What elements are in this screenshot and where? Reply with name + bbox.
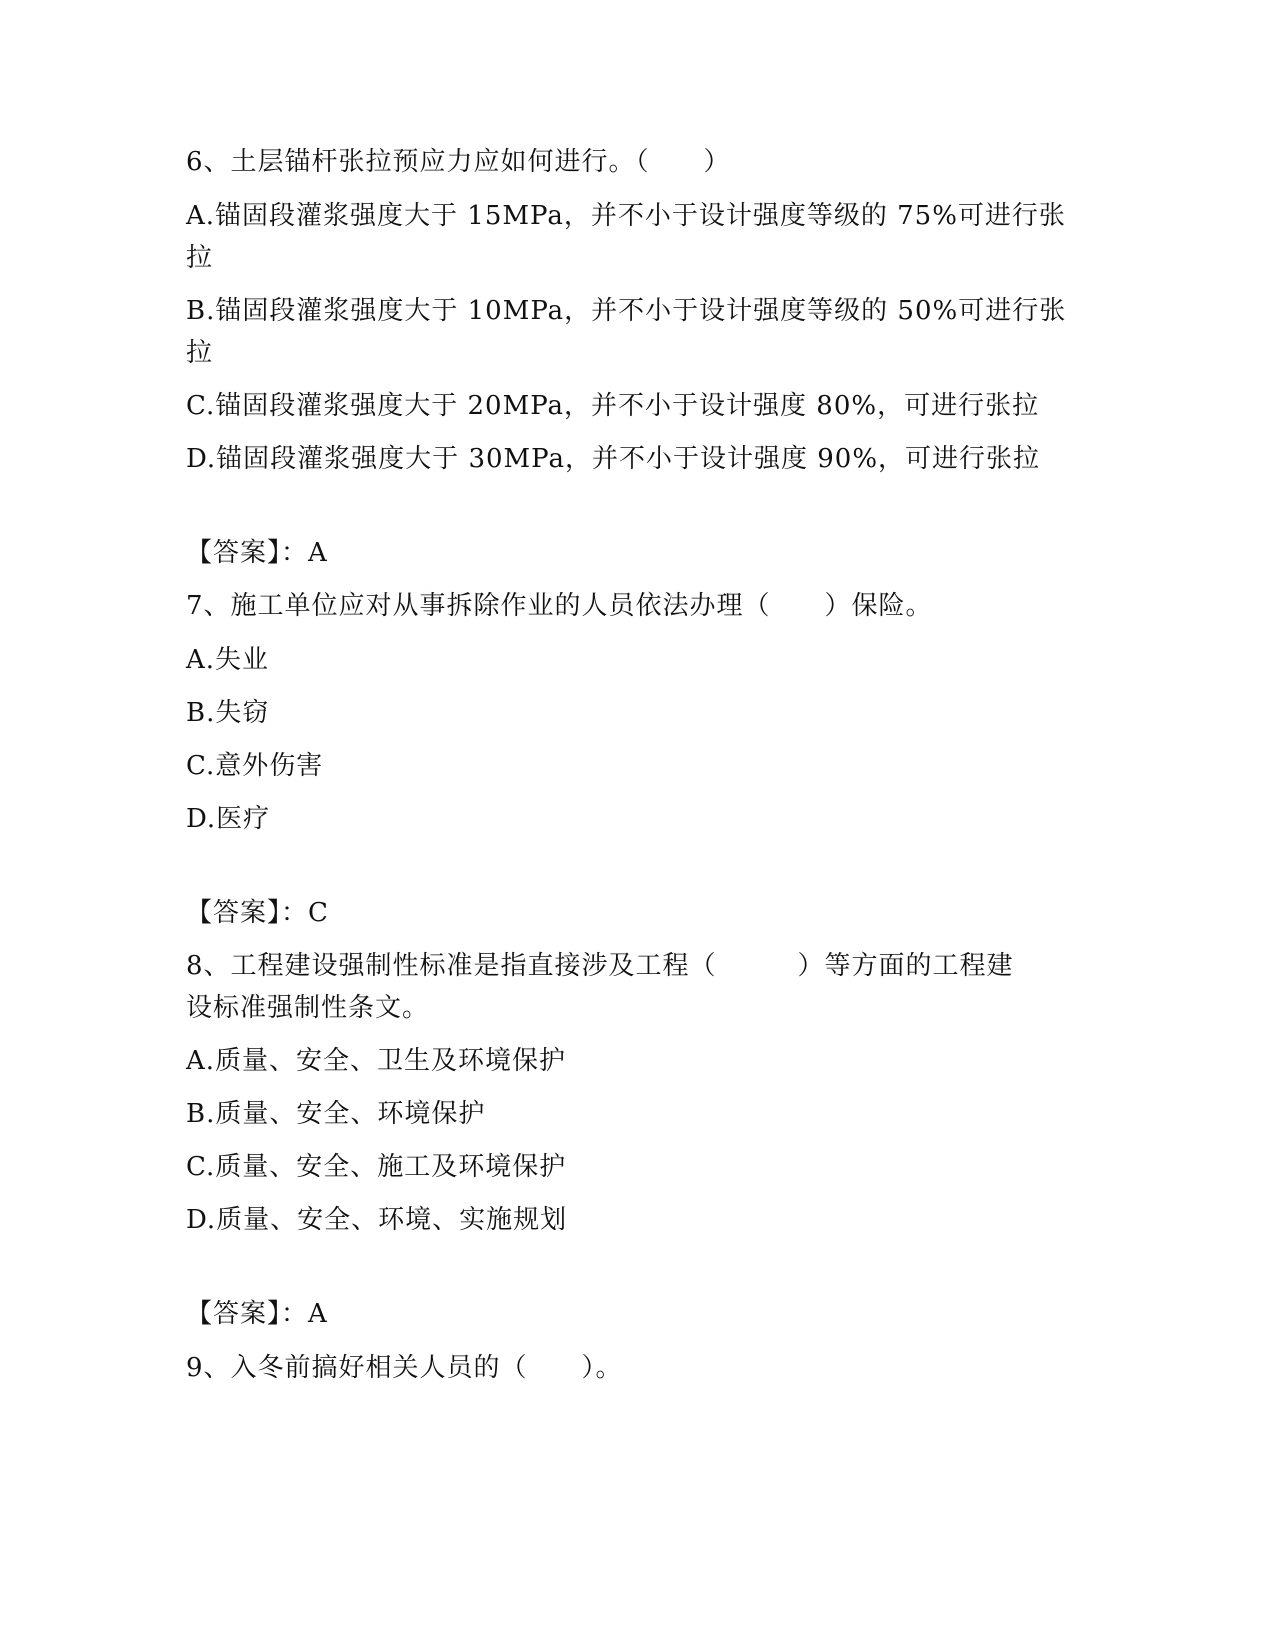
question-8-stem-cont: 设标准强制性条文。 bbox=[186, 993, 430, 1023]
question-6-option-b: B.锚固段灌浆强度大于 10MPa，并不小于设计强度等级的 50%可进行张 bbox=[186, 296, 1067, 326]
question-6-option-a-cont: 拉 bbox=[186, 243, 214, 273]
question-8-option-c: C.质量、安全、施工及环境保护 bbox=[186, 1152, 567, 1182]
question-7-option-b: B.失窃 bbox=[186, 698, 270, 728]
question-7-option-a: A.失业 bbox=[186, 645, 270, 675]
question-7-answer: 【答案】：C bbox=[186, 898, 329, 928]
question-6-stem: 6、土层锚杆张拉预应力应如何进行。（ ） bbox=[186, 147, 731, 177]
question-7-option-c: C.意外伤害 bbox=[186, 751, 324, 781]
question-8-option-d: D.质量、安全、环境、实施规划 bbox=[186, 1205, 568, 1235]
question-6-answer: 【答案】：A bbox=[186, 538, 328, 568]
question-6-option-c: C.锚固段灌浆强度大于 20MPa，并不小于设计强度 80%，可进行张拉 bbox=[186, 391, 1040, 421]
question-8-option-a: A.质量、安全、卫生及环境保护 bbox=[186, 1046, 567, 1076]
question-6-option-d: D.锚固段灌浆强度大于 30MPa，并不小于设计强度 90%，可进行张拉 bbox=[186, 444, 1041, 474]
question-8-option-b: B.质量、安全、环境保护 bbox=[186, 1099, 486, 1129]
question-6-option-a: A.锚固段灌浆强度大于 15MPa，并不小于设计强度等级的 75%可进行张 bbox=[186, 201, 1066, 231]
question-8-answer: 【答案】：A bbox=[186, 1299, 328, 1329]
question-7-option-d: D.医疗 bbox=[186, 804, 271, 834]
question-9-stem: 9、入冬前搞好相关人员的（ ）。 bbox=[186, 1353, 623, 1383]
question-6-option-b-cont: 拉 bbox=[186, 338, 214, 368]
question-8-stem: 8、工程建设强制性标准是指直接涉及工程（ ）等方面的工程建 bbox=[186, 951, 1014, 981]
question-7-stem: 7、施工单位应对从事拆除作业的人员依法办理（ ）保险。 bbox=[186, 591, 933, 621]
